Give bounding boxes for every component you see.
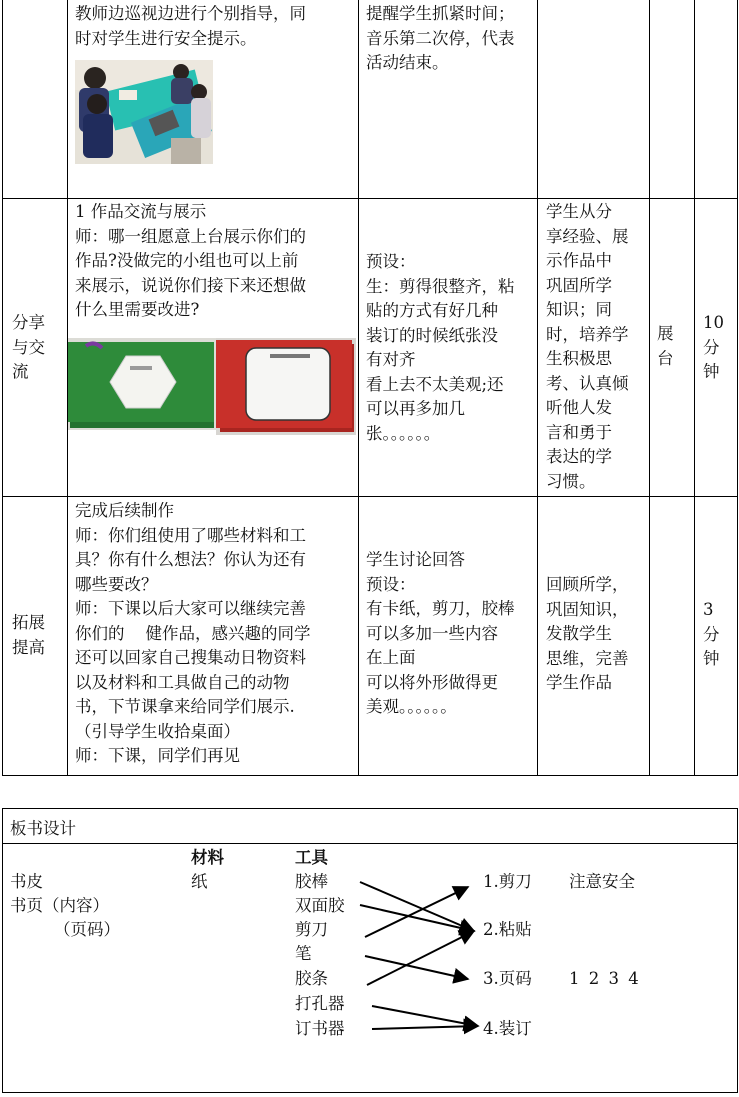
text-line: 时，培养学 [546, 324, 629, 344]
text-line: 流 [12, 362, 29, 381]
book-part: 书皮 [10, 872, 43, 891]
step-item: 4.装订 [483, 1019, 532, 1038]
text-line: 学生从分 [546, 202, 612, 221]
text-line: 与交 [12, 337, 45, 357]
text-line: 巩固知识， [546, 599, 629, 619]
text-line: 思维，完善 [546, 648, 629, 668]
text-line: 在上面 [366, 648, 416, 667]
text-line: 可以再多加几 [366, 399, 465, 418]
text-line: 考、认真倾 [546, 373, 629, 393]
book-part: 书页（内容） [10, 896, 109, 915]
text-line: 作品?没做完的小组也可以上前 [75, 251, 299, 270]
tool-item: 打孔器 [295, 994, 345, 1013]
text-line: 分享 [12, 313, 45, 332]
text-line: 学生讨论回答 [366, 550, 465, 569]
text-line: 可以多加一些内容 [366, 623, 498, 643]
text-line: 钟 [703, 362, 720, 381]
text-line: 3 [703, 600, 714, 619]
text-line: 分 [703, 337, 720, 357]
safety-note: 注意安全 [569, 872, 635, 891]
arrow-line [372, 1006, 478, 1026]
tool-item: 胶条 [295, 969, 328, 988]
text-line: 生：剪得很整齐，粘 [366, 276, 515, 296]
text-line: 来展示，说说你们接下来还想做 [75, 275, 306, 295]
tool-item: 笔 [295, 944, 312, 963]
arrow-line [365, 887, 468, 937]
text-line: 贴的方式有好几种 [366, 301, 498, 320]
text-line: 有卡纸，剪刀，胶棒 [366, 599, 515, 618]
text-line: 听他人发 [546, 398, 612, 417]
arrow-line [372, 1026, 478, 1029]
text-line: 回顾所学， [546, 575, 629, 594]
tool-item: 剪刀 [295, 920, 328, 939]
text-line: 看上去不太美观;还 [366, 374, 504, 394]
text-line: 有对齐 [366, 350, 416, 369]
text-line: 哪些要改？ [75, 574, 158, 594]
text-line: 台 [657, 348, 674, 368]
text-line: 活动结束。 [366, 53, 449, 72]
tool-item: 订书器 [295, 1019, 345, 1038]
text-line: 示作品中 [546, 251, 612, 270]
text-line: 美观。。。。。。 [366, 697, 457, 716]
book-part: （页码） [54, 920, 120, 939]
text-line: 知识；同 [546, 300, 612, 319]
text-line: 具？你有什么想法？你认为还有 [75, 550, 306, 569]
text-line: 言和勇于 [546, 422, 612, 442]
text-line: 习惯。 [546, 471, 596, 491]
text-line: 完成后续制作 [75, 501, 174, 520]
page-numbers: 1 2 3 4 [569, 969, 641, 988]
material-item: 纸 [191, 872, 208, 891]
text-line: 师：你们组使用了哪些材料和工 [75, 525, 306, 545]
tool-item: 双面胶 [295, 896, 345, 915]
text-line: 享经验、展 [546, 226, 629, 246]
text-line: 预设： [366, 574, 416, 594]
text-line: 1 作品交流与展示 [75, 202, 207, 221]
step-item: 3.页码 [483, 969, 532, 988]
text-line: 生积极思 [546, 349, 612, 368]
board-title: 板书设计 [10, 819, 76, 838]
text-line: 张。。。。。。 [366, 423, 441, 443]
text-line: 装订的时候纸张没 [366, 325, 498, 345]
text-line: 书，下节课拿来给同学们展示. [75, 697, 295, 716]
text-line: 钟 [703, 649, 720, 668]
text-line: 拓展 [12, 613, 45, 632]
text-line: 表达的学 [546, 447, 612, 466]
text-line: （引导学生收拾桌面） [75, 721, 240, 741]
text-line: 你们的 健作品，感兴趣的同学 [75, 623, 311, 643]
text-line: 提醒学生抓紧时间； [366, 4, 515, 23]
step-item: 1.剪刀 [483, 872, 532, 891]
text-line: 学生作品 [546, 673, 612, 692]
text-line: 师：下课，同学们再见 [75, 746, 240, 765]
text-line: 10 [703, 313, 724, 332]
text-line: 师：哪一组愿意上台展示你们的 [75, 226, 306, 246]
materials-header: 材料 [191, 848, 224, 867]
tool-item: 胶棒 [295, 872, 328, 891]
tools-header: 工具 [295, 848, 328, 867]
text-line: 以及材料和工具做自己的动物 [75, 672, 290, 692]
text-line: 师：下课以后大家可以继续完善 [75, 599, 306, 618]
text-line: 什么里需要改进? [75, 300, 200, 319]
text-line: 还可以回家自己搜集动日物资料 [75, 648, 306, 667]
text-line: 时对学生进行安全提示。 [75, 28, 257, 48]
text-line: 预设： [366, 252, 416, 271]
text-line: 分 [703, 624, 720, 644]
arrow-line [360, 882, 474, 931]
text-line: 发散学生 [546, 624, 612, 643]
text-line: 音乐第二次停，代表 [366, 28, 515, 48]
arrow-line [360, 905, 474, 931]
text-line: 巩固所学 [546, 275, 612, 295]
text-line: 展 [657, 324, 674, 343]
text-line: 提高 [12, 637, 45, 657]
step-item: 2.粘贴 [483, 920, 532, 939]
text-line: 可以将外形做得更 [366, 672, 498, 692]
text-line: 教师边巡视边进行个别指导，同 [75, 4, 306, 23]
